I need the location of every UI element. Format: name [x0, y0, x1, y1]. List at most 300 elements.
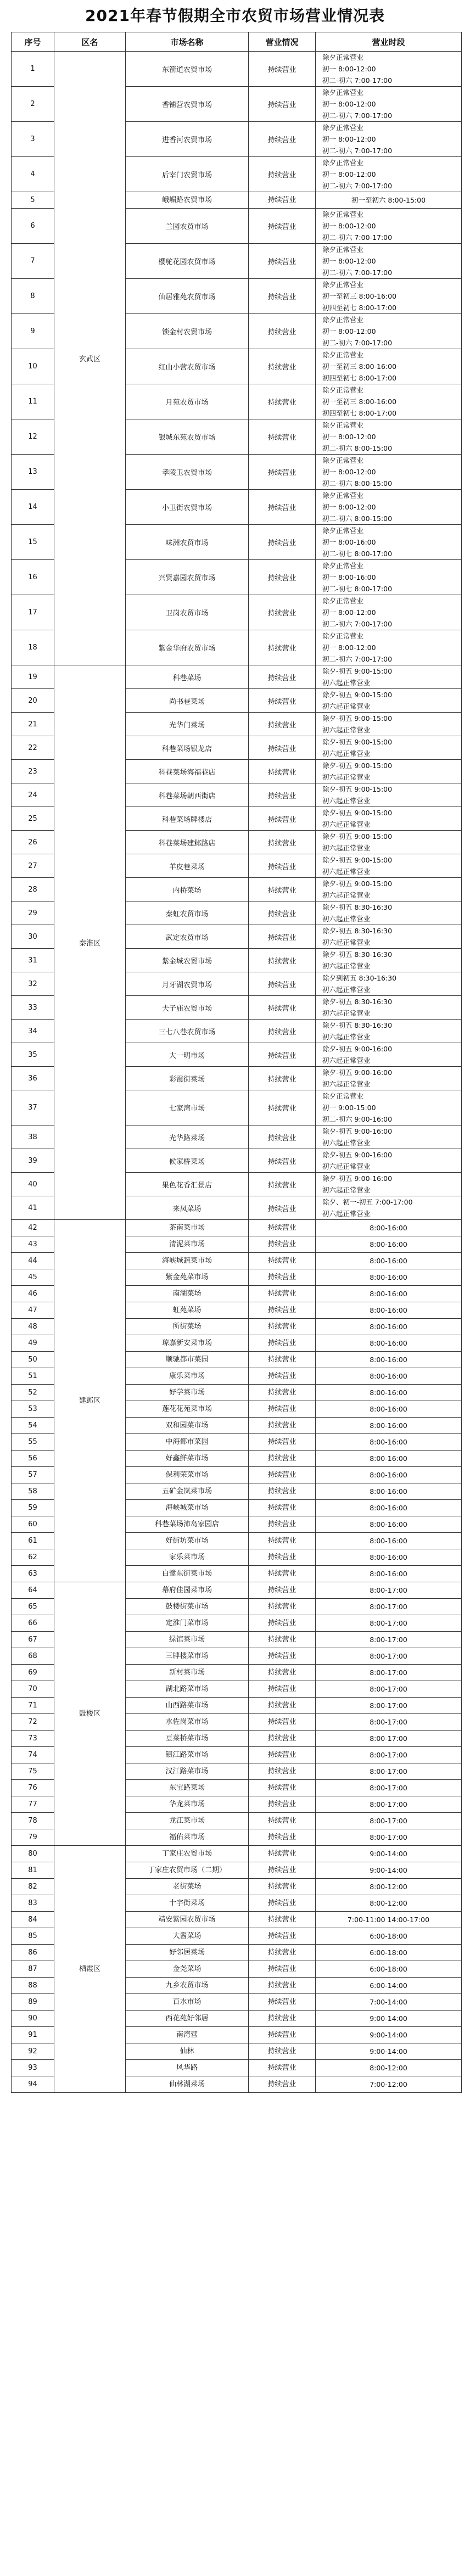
market-name: 所街菜场: [126, 1319, 249, 1335]
business-status: 持续营业: [249, 1961, 316, 1978]
business-status: 持续营业: [249, 2060, 316, 2076]
business-status: 持续营业: [249, 1418, 316, 1434]
row-number: 8: [12, 279, 54, 314]
business-status: 持续营业: [249, 349, 316, 384]
row-number: 61: [12, 1533, 54, 1549]
district-name: 秦淮区: [54, 665, 126, 1220]
business-hours: [316, 490, 462, 525]
business-status: 持续营业: [249, 689, 316, 713]
header-status: 营业情况: [249, 32, 316, 52]
hours-line: 除夕-初五 9:00-15:00: [322, 856, 393, 864]
business-hours: [316, 122, 462, 157]
hours-line: 初六起正常营业: [322, 844, 371, 852]
hours-line: 除夕正常营业: [322, 562, 364, 570]
business-status: 持续营业: [249, 52, 316, 87]
hours-line: 初一 8:00-12:00: [322, 433, 376, 441]
business-hours: [316, 1912, 462, 1928]
hours-line: 除夕-初五 9:00-15:00: [322, 832, 393, 841]
business-status: 持续营业: [249, 1615, 316, 1632]
market-name: 七家湾市场: [126, 1090, 249, 1125]
hours-line: 除夕正常营业: [322, 421, 364, 429]
hours-line: 除夕正常营业: [322, 491, 364, 500]
business-hours: [316, 1961, 462, 1978]
business-status: 持续营业: [249, 1500, 316, 1516]
market-name: 科巷菜场牌楼店: [126, 807, 249, 831]
business-status: 持续营业: [249, 192, 316, 209]
business-hours: [316, 279, 462, 314]
row-number: 4: [12, 157, 54, 192]
hours-line: 初六起正常营业: [322, 749, 371, 758]
business-hours: [316, 630, 462, 665]
business-status: 持续营业: [249, 1090, 316, 1125]
row-number: 43: [12, 1236, 54, 1253]
market-name: 峨嵋路农贸市场: [126, 192, 249, 209]
market-name: 科巷菜场银龙店: [126, 736, 249, 760]
market-name: 三牌楼菜市场: [126, 1648, 249, 1665]
business-hours: [316, 595, 462, 630]
row-number: 30: [12, 925, 54, 949]
market-name: 内桥菜场: [126, 878, 249, 901]
hours-line: 初六起正常营业: [322, 891, 371, 899]
market-name: 清泥菜市场: [126, 1236, 249, 1253]
row-number: 14: [12, 490, 54, 525]
hours-line: 除夕正常营业: [322, 597, 364, 605]
business-hours: [316, 525, 462, 560]
market-name: 锁金村农贸市场: [126, 314, 249, 349]
business-hours: [316, 157, 462, 192]
hours-line: 初二-初六 8:00-15:00: [322, 444, 393, 452]
market-name: 十字街菜场: [126, 1895, 249, 1912]
hours-line: 8:00-17:00: [370, 1701, 407, 1710]
row-number: 33: [12, 996, 54, 1020]
business-hours: [316, 2011, 462, 2027]
business-status: 持续营业: [249, 244, 316, 279]
row-number: 13: [12, 455, 54, 490]
business-hours: [316, 1302, 462, 1319]
business-status: 持续营业: [249, 736, 316, 760]
hours-line: 初一 8:00-12:00: [322, 65, 376, 73]
row-number: 76: [12, 1780, 54, 1796]
market-name: 来凤菜场: [126, 1196, 249, 1220]
business-hours: [316, 1632, 462, 1648]
row-number: 50: [12, 1352, 54, 1368]
hours-line: 8:00-16:00: [370, 1537, 407, 1545]
page-title: 2021年春节假期全市农贸市场营业情况表: [85, 7, 385, 25]
market-name: 山西路菜市场: [126, 1698, 249, 1714]
row-number: 37: [12, 1090, 54, 1125]
market-name: 味洲农贸市场: [126, 525, 249, 560]
market-name: 羊皮巷菜场: [126, 854, 249, 878]
business-hours: [316, 1335, 462, 1352]
hours-line: 6:00-18:00: [370, 1965, 407, 1973]
business-status: 持续营业: [249, 2076, 316, 2093]
hours-line: 初一 8:00-12:00: [322, 503, 376, 511]
business-hours: [316, 1747, 462, 1763]
row-number: 75: [12, 1763, 54, 1780]
hours-line: 初六起正常营业: [322, 702, 371, 710]
row-number: 59: [12, 1500, 54, 1516]
district-name: 栖霞区: [54, 1846, 126, 2093]
row-number: 62: [12, 1549, 54, 1566]
hours-line: 8:00-16:00: [370, 1504, 407, 1512]
business-status: 持续营业: [249, 1043, 316, 1067]
business-hours: [316, 1698, 462, 1714]
business-hours: [316, 1879, 462, 1895]
hours-line: 8:00-16:00: [370, 1454, 407, 1463]
business-status: 持续营业: [249, 490, 316, 525]
business-hours: [316, 1681, 462, 1698]
table-header-row: [12, 32, 462, 52]
hours-line: 初二-初六 7:00-17:00: [322, 620, 393, 628]
row-number: 21: [12, 713, 54, 736]
business-status: 持续营业: [249, 1829, 316, 1846]
business-hours: [316, 854, 462, 878]
business-hours: [316, 314, 462, 349]
row-number: 25: [12, 807, 54, 831]
row-number: 31: [12, 949, 54, 972]
hours-line: 初一 8:00-16:00: [322, 573, 376, 581]
row-number: 17: [12, 595, 54, 630]
hours-line: 8:00-16:00: [370, 1290, 407, 1298]
row-number: 7: [12, 244, 54, 279]
market-name: 白鹭东街菜市场: [126, 1566, 249, 1582]
business-hours: [316, 1945, 462, 1961]
row-number: 32: [12, 972, 54, 996]
market-name: 中海都市菜园: [126, 1434, 249, 1451]
business-hours: [316, 1090, 462, 1125]
hours-line: 初六起正常营业: [322, 938, 371, 947]
business-status: 持续营业: [249, 949, 316, 972]
business-hours: [316, 1451, 462, 1467]
row-number: 15: [12, 525, 54, 560]
hours-line: 除夕-初五 9:00-15:00: [322, 809, 393, 817]
business-hours: [316, 1401, 462, 1418]
hours-line: 除夕-初五 9:00-15:00: [322, 714, 393, 723]
market-name: 孝陵卫农贸市场: [126, 455, 249, 490]
business-hours: [316, 783, 462, 807]
hours-line: 7:00-11:00 14:00-17:00: [347, 1916, 430, 1924]
business-hours: [316, 1615, 462, 1632]
market-name: 九乡农贸市场: [126, 1978, 249, 1994]
market-name: 仙林湖菜场: [126, 2076, 249, 2093]
business-status: 持续营业: [249, 1648, 316, 1665]
business-hours: [316, 1043, 462, 1067]
business-hours: [316, 1928, 462, 1945]
market-name: 双和园菜市场: [126, 1418, 249, 1434]
business-status: 持续营业: [249, 1632, 316, 1648]
business-hours: [316, 1895, 462, 1912]
row-number: 34: [12, 1020, 54, 1043]
row-number: 26: [12, 831, 54, 854]
business-status: 持续营业: [249, 1286, 316, 1302]
table-row: [12, 1220, 462, 1236]
market-name: 科巷菜场海福巷店: [126, 760, 249, 783]
market-name: 定淮门菜市场: [126, 1615, 249, 1632]
row-number: 36: [12, 1067, 54, 1090]
market-name: 好邻居菜场: [126, 1945, 249, 1961]
hours-line: 除夕-初五 8:30-16:30: [322, 903, 393, 911]
business-hours: [316, 1253, 462, 1269]
hours-line: 初一 9:00-15:00: [322, 1104, 376, 1112]
hours-line: 初六起正常营业: [322, 1056, 371, 1065]
row-number: 58: [12, 1483, 54, 1500]
hours-line: 初六起正常营业: [322, 679, 371, 687]
row-number: 5: [12, 192, 54, 209]
business-hours: [316, 1286, 462, 1302]
market-name: 三七八巷农贸市场: [126, 1020, 249, 1043]
market-name: 后宰门农贸市场: [126, 157, 249, 192]
row-number: 73: [12, 1731, 54, 1747]
hours-line: 6:00-18:00: [370, 1932, 407, 1940]
business-hours: [316, 455, 462, 490]
business-status: 持续营业: [249, 1352, 316, 1368]
hours-line: 初二-初六 8:00-15:00: [322, 514, 393, 523]
market-name: 光华门菜场: [126, 713, 249, 736]
row-number: 91: [12, 2027, 54, 2043]
hours-line: 8:00-17:00: [370, 1586, 407, 1594]
business-status: 持续营业: [249, 1813, 316, 1829]
hours-line: 8:00-17:00: [370, 1603, 407, 1611]
row-number: 11: [12, 384, 54, 419]
business-status: 持续营业: [249, 1714, 316, 1731]
row-number: 64: [12, 1582, 54, 1599]
header-hours: 营业时段: [316, 32, 462, 52]
row-number: 67: [12, 1632, 54, 1648]
hours-line: 除夕-初五 9:00-16:00: [322, 1045, 393, 1053]
business-status: 持续营业: [249, 1566, 316, 1582]
hours-line: 除夕-初五 9:00-15:00: [322, 880, 393, 888]
business-status: 持续营业: [249, 122, 316, 157]
hours-line: 除夕-初五 9:00-15:00: [322, 667, 393, 675]
table-body: [12, 52, 462, 2093]
business-hours: [316, 1236, 462, 1253]
business-hours: [316, 1533, 462, 1549]
hours-line: 除夕-初五 9:00-15:00: [322, 691, 393, 699]
hours-line: 8:00-17:00: [370, 1619, 407, 1627]
market-hours-table: [11, 32, 462, 2093]
row-number: 18: [12, 630, 54, 665]
market-name: 月牙湖农贸市场: [126, 972, 249, 996]
market-name: 风华路: [126, 2060, 249, 2076]
market-name: 彩霞街菜场: [126, 1067, 249, 1090]
business-status: 持续营业: [249, 279, 316, 314]
market-name: 卫岗农贸市场: [126, 595, 249, 630]
hours-line: 除夕-初五 9:00-16:00: [322, 1127, 393, 1135]
row-number: 22: [12, 736, 54, 760]
business-status: 持续营业: [249, 1862, 316, 1879]
business-hours: [316, 1196, 462, 1220]
hours-line: 8:00-16:00: [370, 1405, 407, 1413]
market-name: 武定农贸市场: [126, 925, 249, 949]
business-status: 持续营业: [249, 595, 316, 630]
business-hours: [316, 1582, 462, 1599]
hours-line: 除夕正常营业: [322, 527, 364, 535]
district-name: 玄武区: [54, 52, 126, 665]
business-status: 持续营业: [249, 1516, 316, 1533]
row-number: 77: [12, 1796, 54, 1813]
hours-line: 初一 8:00-12:00: [322, 135, 376, 143]
market-name: 月苑农贸市场: [126, 384, 249, 419]
row-number: 2: [12, 87, 54, 122]
business-status: 持续营业: [249, 1236, 316, 1253]
business-status: 持续营业: [249, 1173, 316, 1196]
hours-line: 除夕-初五 9:00-15:00: [322, 738, 393, 746]
hours-line: 初一 8:00-12:00: [322, 222, 376, 230]
hours-line: 8:00-16:00: [370, 1438, 407, 1446]
business-hours: [316, 1500, 462, 1516]
hours-line: 9:00-14:00: [370, 1850, 407, 1858]
business-status: 持续营业: [249, 1599, 316, 1615]
row-number: 35: [12, 1043, 54, 1067]
business-hours: [316, 2076, 462, 2093]
business-hours: [316, 1418, 462, 1434]
business-status: 持续营业: [249, 1549, 316, 1566]
market-name: 海峡城蔬菜市场: [126, 1253, 249, 1269]
business-status: 持续营业: [249, 209, 316, 244]
hours-line: 初六起正常营业: [322, 1186, 371, 1194]
hours-line: 8:00-16:00: [370, 1520, 407, 1528]
business-status: 持续营业: [249, 1368, 316, 1385]
business-hours: [316, 736, 462, 760]
row-number: 84: [12, 1912, 54, 1928]
hours-line: 初二-初六 7:00-17:00: [322, 76, 393, 85]
hours-line: 8:00-16:00: [370, 1372, 407, 1380]
business-hours: [316, 2060, 462, 2076]
hours-line: 6:00-18:00: [370, 1948, 407, 1957]
row-number: 3: [12, 122, 54, 157]
hours-line: 初四至初七 8:00-17:00: [322, 409, 397, 417]
market-name: 兰园农贸市场: [126, 209, 249, 244]
row-number: 23: [12, 760, 54, 783]
hours-line: 7:00-12:00: [370, 2080, 407, 2088]
row-number: 54: [12, 1418, 54, 1434]
hours-line: 8:00-17:00: [370, 1767, 407, 1776]
market-name: 百水市场: [126, 1994, 249, 2011]
business-status: 持续营业: [249, 2043, 316, 2060]
business-status: 持续营业: [249, 314, 316, 349]
business-status: 持续营业: [249, 1978, 316, 1994]
hours-line: 除夕正常营业: [322, 316, 364, 324]
row-number: 83: [12, 1895, 54, 1912]
hours-line: 初六起正常营业: [322, 1209, 371, 1218]
business-status: 持续营业: [249, 807, 316, 831]
hours-line: 8:00-16:00: [370, 1553, 407, 1561]
row-number: 90: [12, 2011, 54, 2027]
header-market: 市场名称: [126, 32, 249, 52]
row-number: 51: [12, 1368, 54, 1385]
hours-line: 除夕-初五 9:00-15:00: [322, 761, 393, 770]
row-number: 69: [12, 1665, 54, 1681]
business-status: 持续营业: [249, 925, 316, 949]
hours-line: 初六起正常营业: [322, 726, 371, 734]
business-status: 持续营业: [249, 1196, 316, 1220]
hours-line: 初二-初六 7:00-17:00: [322, 268, 393, 277]
business-hours: [316, 689, 462, 713]
market-name: 大酱菜场: [126, 1928, 249, 1945]
market-name: 顺驰都市菜园: [126, 1352, 249, 1368]
hours-line: 8:00-17:00: [370, 1718, 407, 1726]
hours-line: 8:00-17:00: [370, 1668, 407, 1677]
hours-line: 初一 8:00-12:00: [322, 468, 376, 476]
business-status: 持续营业: [249, 1533, 316, 1549]
market-name: 龙江菜市场: [126, 1813, 249, 1829]
business-hours: [316, 1829, 462, 1846]
business-status: 持续营业: [249, 1020, 316, 1043]
row-number: 29: [12, 901, 54, 925]
business-hours: [316, 1813, 462, 1829]
hours-line: 8:00-17:00: [370, 1636, 407, 1644]
hours-line: 初一至初三 8:00-16:00: [322, 362, 397, 371]
hours-line: 初一至初六 8:00-15:00: [351, 196, 426, 204]
business-status: 持续营业: [249, 1698, 316, 1714]
hours-line: 9:00-14:00: [370, 2047, 407, 2056]
business-hours: [316, 2027, 462, 2043]
market-name: 夫子庙农贸市场: [126, 996, 249, 1020]
market-name: 福佑菜市场: [126, 1829, 249, 1846]
hours-line: 初二-初七 8:00-17:00: [322, 585, 393, 593]
business-hours: [316, 878, 462, 901]
business-status: 持续营业: [249, 87, 316, 122]
row-number: 94: [12, 2076, 54, 2093]
business-hours: [316, 760, 462, 783]
market-name: 秦虹农贸市场: [126, 901, 249, 925]
row-number: 27: [12, 854, 54, 878]
hours-line: 除夕-初五 9:00-15:00: [322, 785, 393, 793]
row-number: 24: [12, 783, 54, 807]
business-hours: [316, 2043, 462, 2060]
hours-line: 除夕正常营业: [322, 88, 364, 97]
hours-line: 除夕-初五 8:30-16:30: [322, 998, 393, 1006]
row-number: 72: [12, 1714, 54, 1731]
hours-line: 8:00-17:00: [370, 1784, 407, 1792]
hours-line: 初六起正常营业: [322, 797, 371, 805]
hours-line: 8:00-17:00: [370, 1800, 407, 1808]
row-number: 20: [12, 689, 54, 713]
hours-line: 除夕正常营业: [322, 53, 364, 61]
hours-line: 初一 8:00-12:00: [322, 100, 376, 108]
market-name: 科巷菜场沛岛家园店: [126, 1516, 249, 1533]
business-status: 持续营业: [249, 1747, 316, 1763]
hours-line: 初六起正常营业: [322, 1080, 371, 1088]
business-hours: [316, 1714, 462, 1731]
business-status: 持续营业: [249, 384, 316, 419]
business-hours: [316, 1516, 462, 1533]
hours-line: 8:00-12:00: [370, 2064, 407, 2072]
market-name: 紫金苑菜市场: [126, 1269, 249, 1286]
market-name: 五矿金岚菜市场: [126, 1483, 249, 1500]
market-name: 莲花花苑菜市场: [126, 1401, 249, 1418]
hours-line: 初一 8:00-12:00: [322, 327, 376, 335]
market-name: 科巷菜场: [126, 665, 249, 689]
hours-line: 8:00-17:00: [370, 1817, 407, 1825]
row-number: 44: [12, 1253, 54, 1269]
hours-line: 初二-初六 8:00-15:00: [322, 479, 393, 488]
hours-line: 除夕正常营业: [322, 210, 364, 219]
market-name: 小卫街农贸市场: [126, 490, 249, 525]
row-number: 70: [12, 1681, 54, 1698]
market-name: 琼嘉新安菜市场: [126, 1335, 249, 1352]
hours-line: 初一 8:00-12:00: [322, 257, 376, 265]
hours-line: 初一至初三 8:00-16:00: [322, 292, 397, 300]
business-status: 持续营业: [249, 1879, 316, 1895]
business-status: 持续营业: [249, 1401, 316, 1418]
business-status: 持续营业: [249, 1149, 316, 1173]
hours-line: 初一 8:00-12:00: [322, 170, 376, 178]
business-status: 持续营业: [249, 1467, 316, 1483]
market-name: 靖安紫园农贸市场: [126, 1912, 249, 1928]
market-name: 樱驼花园农贸市场: [126, 244, 249, 279]
hours-line: 8:00-16:00: [370, 1273, 407, 1281]
